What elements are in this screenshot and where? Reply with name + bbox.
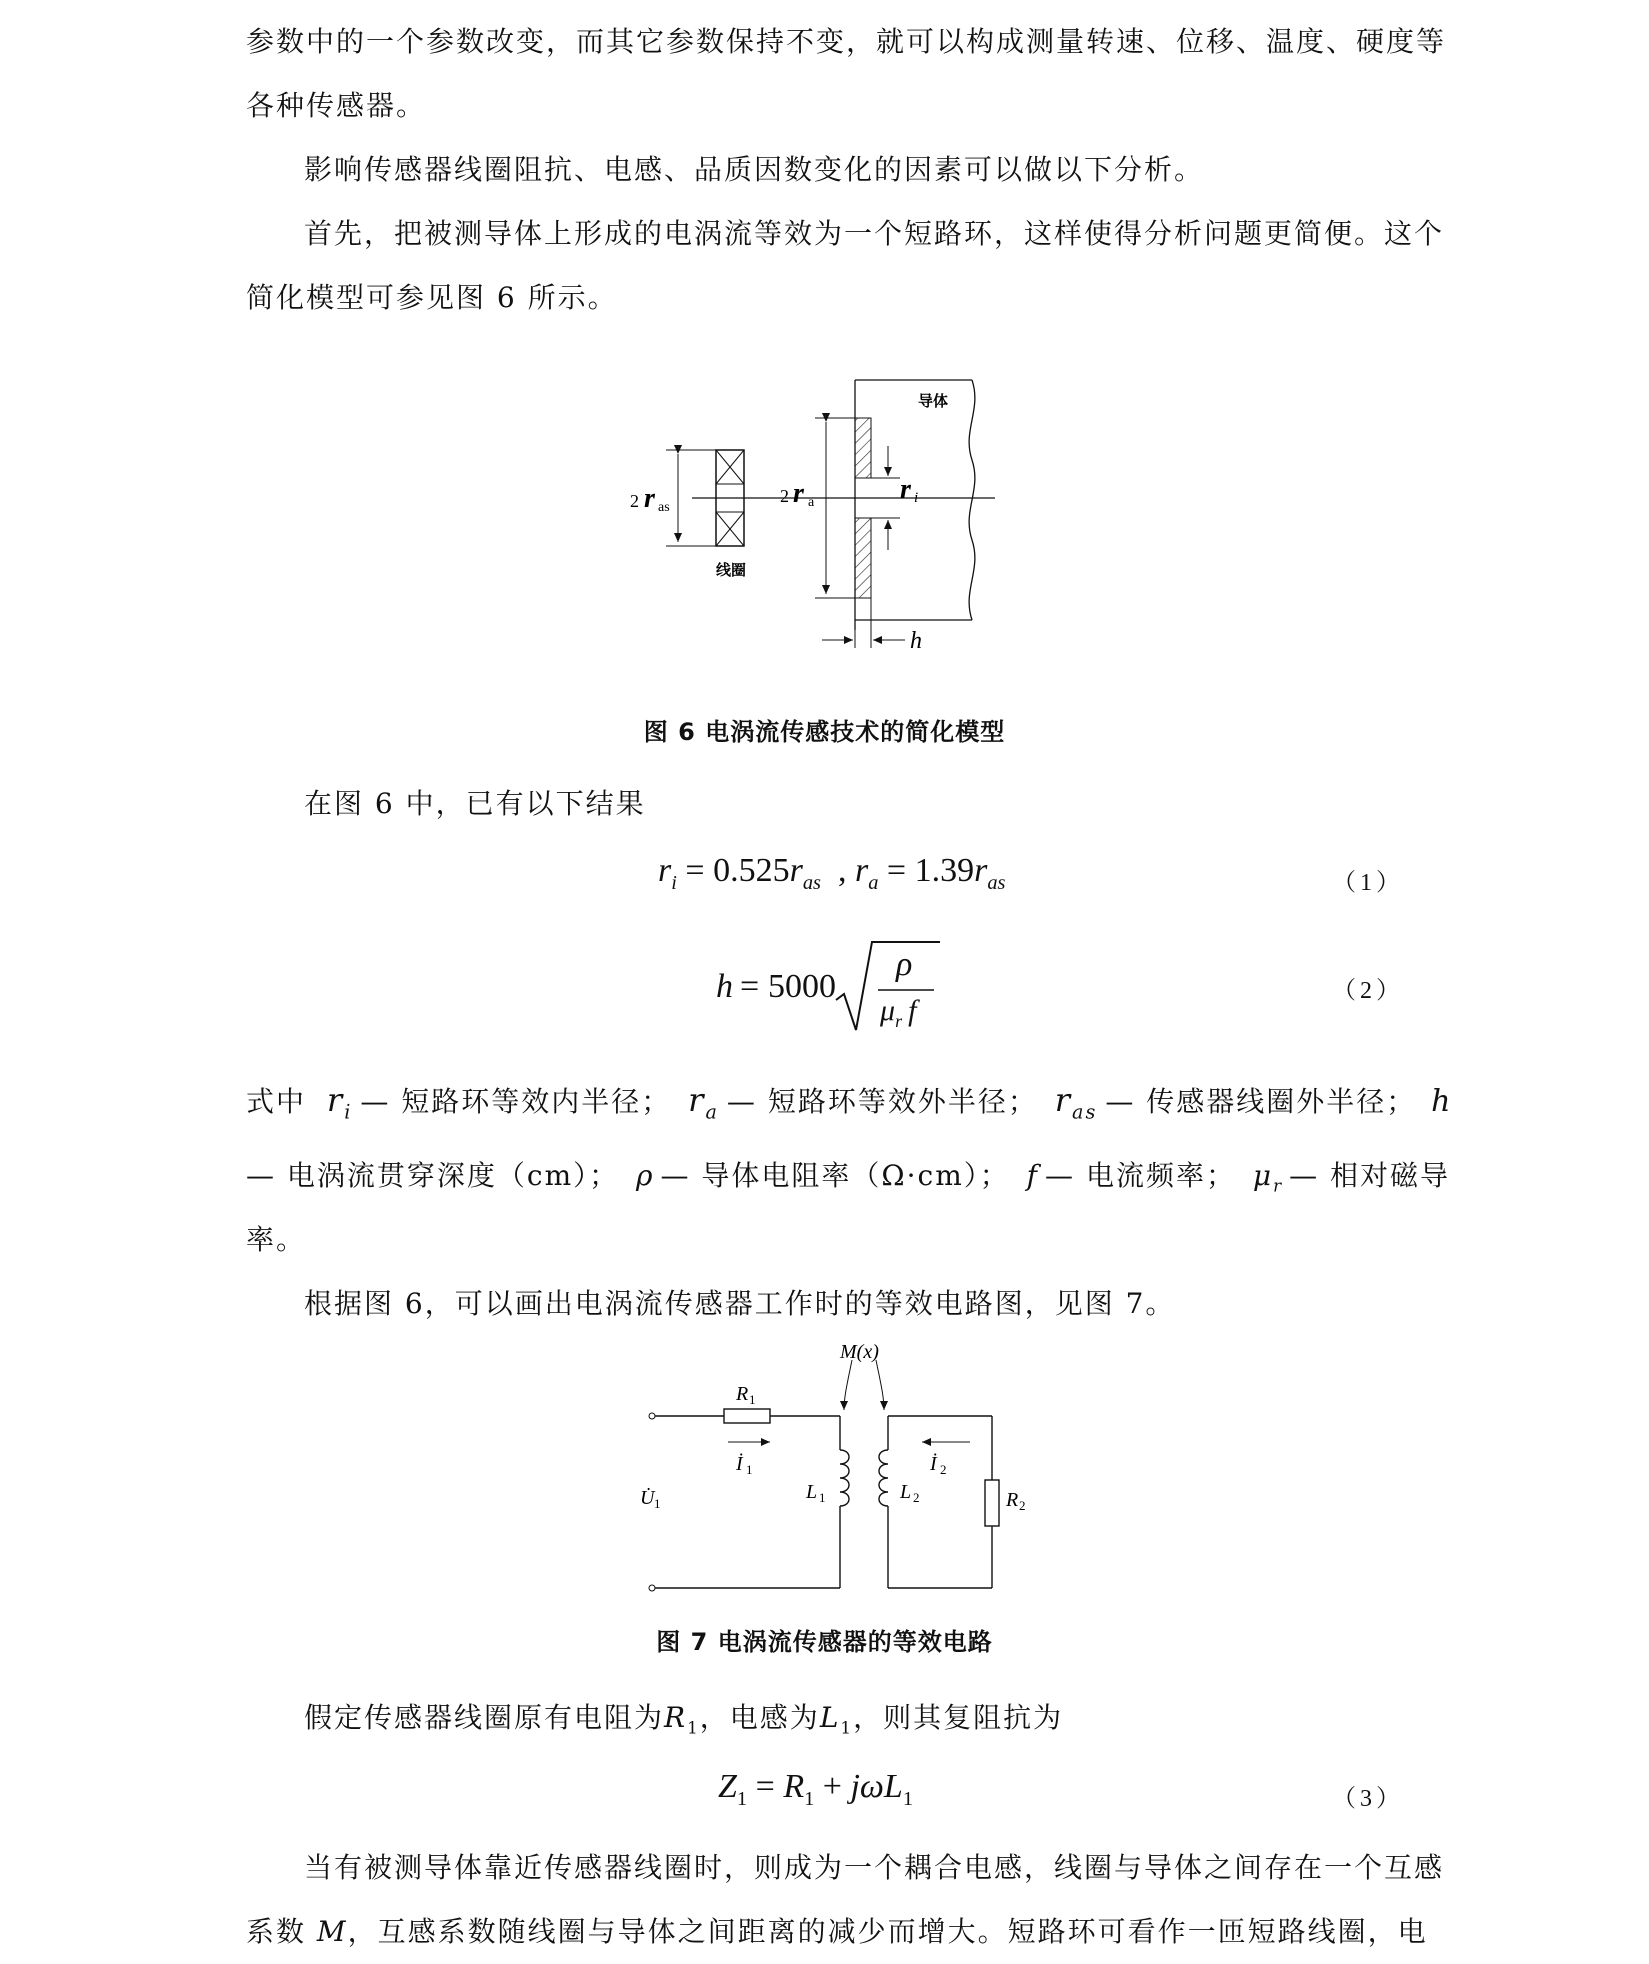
label-h: h [910, 628, 922, 654]
equation-1-number: （1） [1332, 870, 1404, 896]
paragraph-8-line-2: 系数 M，互感系数随线圈与导体之间距离的减少而增大。短路环可看作一匝短路线圈，电 [246, 1915, 1428, 1948]
def-mu: — 相对磁导 [1289, 1159, 1450, 1192]
def-ri: — 短路环等效内半径； [360, 1085, 672, 1118]
figure-6-diagram [600, 370, 1020, 660]
paragraph-line: 根据图 6，可以画出电涡流传感器工作时的等效电路图，见图 7。 [304, 1287, 1176, 1320]
paragraph-line: 影响传感器线圈阻抗、电感、品质因数变化的因素可以做以下分析。 [304, 153, 1205, 186]
equation-1: $r_i = 0.525r_{as}$ , $r_a = 1.39r_{as}$ [658, 852, 1006, 894]
ring-upper [855, 418, 871, 478]
label-2ra-r: r [793, 478, 804, 509]
label-u1: U̇ [640, 1487, 655, 1509]
resistor-r2 [985, 1480, 999, 1526]
eq1-coef-b: 1.39 [914, 852, 975, 889]
terminal-top [649, 1413, 655, 1419]
p8-post: ，互感系数随线圈与导体之间距离的减少而增大。短路环可看作一匝短路线圈，电 [347, 1915, 1428, 1948]
label-ri-r: r [900, 474, 911, 505]
label-conductor: 导体 [918, 394, 949, 410]
p7-mid: ，电感为 [699, 1701, 820, 1734]
equation-2: h = 5000 ρ $\mu_r$ f [716, 938, 976, 1038]
mutual-arrow-right [876, 1360, 884, 1410]
figure-6-caption: 图 6 电涡流传感技术的简化模型 [643, 718, 1006, 746]
label-mutual: M(x) [840, 1341, 879, 1363]
def-rho: — 导体电阻率（Ω·cm）； [660, 1159, 1010, 1192]
p8-pre: 系数 [246, 1915, 307, 1948]
paragraph-line: 首先，把被测导体上形成的电涡流等效为一个短路环，这样使得分析问题更简便。这个 [304, 217, 1445, 250]
p7-post: ，则其复阻抗为 [853, 1701, 1064, 1734]
def-h: — 电涡流贯穿深度（cm）； [246, 1159, 620, 1192]
paragraph-line: 率。 [246, 1223, 307, 1256]
definitions-line-2: — 电涡流贯穿深度（cm）； ρ — 导体电阻率（Ω·cm）； f — 电流频率； $\mu_r$ — 相对磁导 [246, 1159, 1450, 1196]
label-l2: L [900, 1481, 912, 1503]
label-i2-sub: 2 [940, 1462, 947, 1477]
label-r1-sub: 1 [749, 1392, 756, 1407]
figure-7-circuit [630, 1340, 1050, 1600]
conductor-break-line [969, 380, 975, 620]
eq1-coef-a: 0.525 [713, 852, 790, 889]
terminal-bottom [649, 1585, 655, 1591]
paragraph-line: 在图 6 中，已有以下结果 [304, 787, 646, 820]
paragraph-line: 当有被测导体靠近传感器线圈时，则成为一个耦合电感，线圈与导体之间存在一个互感 [304, 1851, 1445, 1884]
paragraph-line: 各种传感器。 [246, 89, 427, 122]
label-2ra-coef: 2 [780, 486, 789, 506]
label-u1-sub: 1 [654, 1496, 661, 1511]
label-l1: L [806, 1481, 818, 1503]
label-r2: R [1006, 1489, 1019, 1511]
label-coil: 线圈 [716, 563, 747, 579]
equation-3: $Z_1 = R_1 + j\omega L_1$ [718, 1768, 914, 1810]
label-r2-sub: 2 [1019, 1498, 1026, 1513]
label-i2: İ [930, 1453, 937, 1475]
figure-7-caption: 图 7 电涡流传感器的等效电路 [656, 1628, 993, 1656]
equation-3-number: （3） [1332, 1786, 1404, 1812]
resistor-r1 [724, 1409, 770, 1423]
paragraph-line: 简化模型可参见图 6 所示。 [246, 281, 618, 314]
paragraph-line: 参数中的一个参数改变，而其它参数保持不变，就可以构成测量转速、位移、温度、硬度等 [246, 25, 1447, 58]
label-i1: İ [736, 1453, 743, 1475]
inductor-l1 [840, 1450, 849, 1506]
def-f: — 电流频率； [1045, 1159, 1236, 1192]
label-l2-sub: 2 [913, 1490, 920, 1505]
eq2-constant: 5000 [768, 968, 836, 1005]
p7-pre: 假定传感器线圈原有电阻为 [304, 1701, 665, 1734]
equation-2-number: （2） [1332, 978, 1404, 1004]
label-2ras-r: r [644, 483, 655, 514]
label-2ra-sub: a [808, 495, 815, 510]
label-i1-sub: 1 [746, 1462, 753, 1477]
label-l1-sub: 1 [819, 1490, 826, 1505]
def-ras: — 传感器线圈外半径； [1105, 1085, 1417, 1118]
label-2ras-sub: as [658, 500, 670, 515]
paragraph-7: 假定传感器线圈原有电阻为$R_1$，电感为$L_1$，则其复阻抗为 [304, 1701, 1064, 1738]
ring-lower [855, 518, 871, 598]
label-2ras-coef: 2 [630, 491, 639, 511]
mutual-arrow-left [844, 1360, 852, 1410]
definitions-lead: 式中 [246, 1085, 307, 1118]
inductor-l2 [879, 1450, 888, 1506]
definitions-line-1: 式中 $r_i$ — 短路环等效内半径； $r_a$ — 短路环等效外半径； $r_{as}$ — 传感器线圈外半径； h [246, 1081, 1453, 1124]
def-ra: — 短路环等效外半径； [726, 1085, 1038, 1118]
label-r1: R [736, 1383, 749, 1405]
label-ri-sub: i [914, 490, 919, 506]
